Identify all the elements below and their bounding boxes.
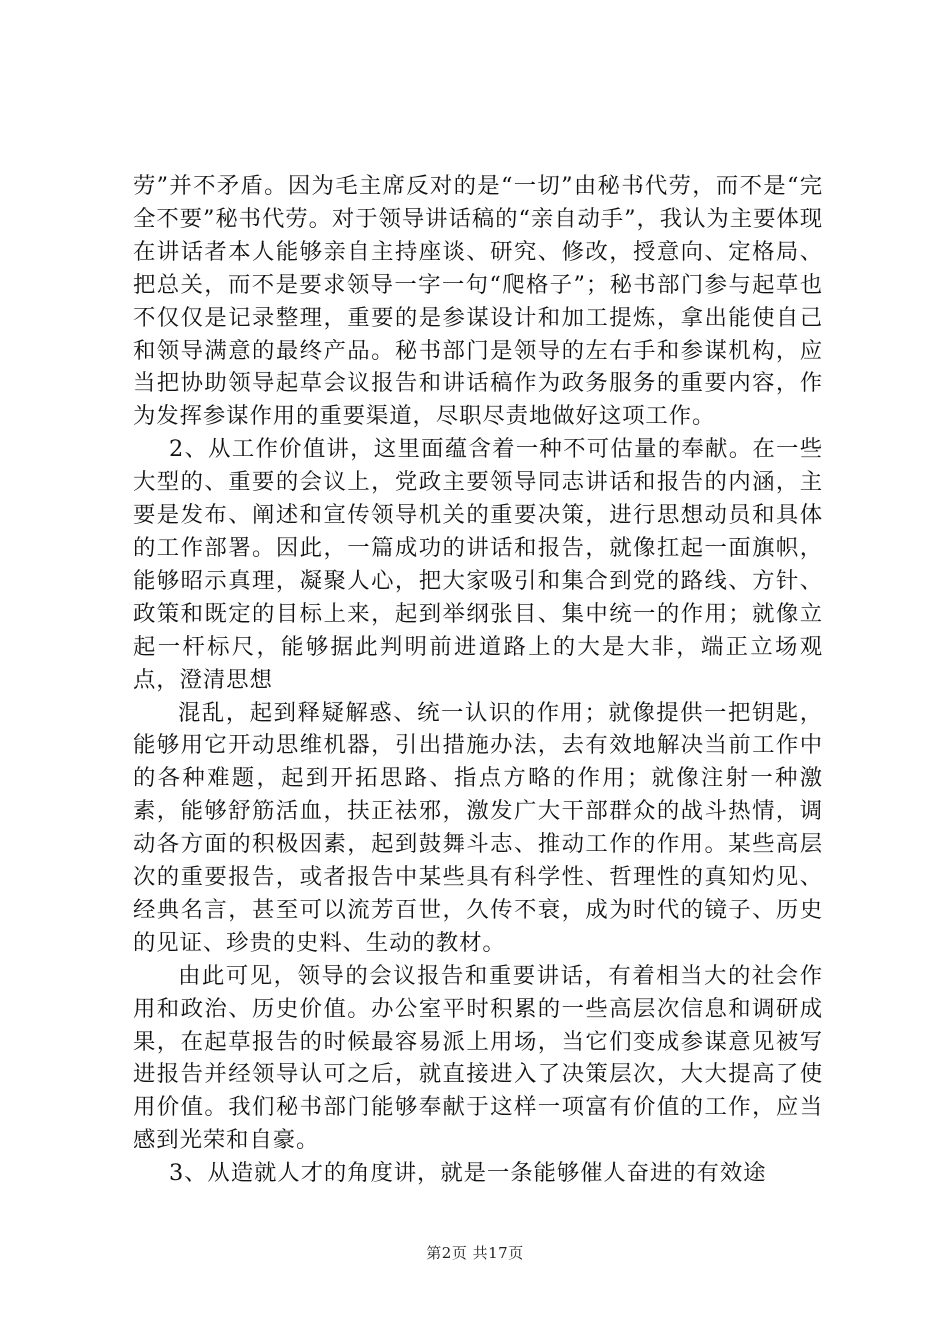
page-number-footer: 第2页 共17页 — [426, 1244, 524, 1262]
paragraph-2: 2、从工作价值讲，这里面蕴含着一种不可估量的奉献。在一些大型的、重要的会议上，党政主要领导同志讲话和报告的内涵，主要是发布、阐述和宣传领导机关的重要决策，进行思想动员和具体的工作部署。因此，一篇成功的讲话和报告，就像扛起一面旗帜，能够昭示真理，凝聚人心，把大家吸引和集合到党的路线、方针、政策和既定的目标上来，起到举纲张目、集中统一的作用；就像立起一杆标尺，能够据此判明前进道路上的大是大非，端正立场观点，澄清思想 — [133, 436, 823, 693]
document-body — [133, 170, 823, 1190]
paragraph-1: 劳”并不矛盾。因为毛主席反对的是“一切”由秘书代劳，而不是“完全不要”秘书代劳。对于领导讲话稿的“亲自动手”，我认为主要体现在讲话者本人能够亲自主持座谈、研究、修改，授意向、定格局、把总关，而不是要求领导一字一句“爬格子”；秘书部门参与起草也不仅仅是记录整理，重要的是参谋设计和加工提炼，拿出能使自己和领导满意的最终产品。秘书部门是领导的左右手和参谋机构，应当把协助领导起草会议报告和讲话稿作为政务服务的重要内容，作为发挥参谋作用的重要渠道，尽职尽责地做好这项工作。 — [133, 173, 823, 430]
paragraph-3: 混乱，起到释疑解惑、统一认识的作用；就像提供一把钥匙，能够用它开动思维机器，引出措施办法，去有效地解决当前工作中的各种难题，起到开拓思路、指点方略的作用；就像注射一种激素，能够舒筋活血，扶正祛邪，激发广大干部群众的战斗热情，调动各方面的积极因素，起到鼓舞斗志、推动工作的作用。某些高层次的重要报告，或者报告中某些具有科学性、哲理性的真知灼见、经典名言，甚至可以流芳百世，久传不衰，成为时代的镜子、历史的见证、珍贵的史料、生动的教材。 — [133, 699, 823, 956]
paragraph-4: 由此可见，领导的会议报告和重要讲话，有着相当大的社会作用和政治、历史价值。办公室平时积累的一些高层次信息和调研成果，在起草报告的时候最容易派上用场，当它们变成参谋意见被写进报告并经领导认可之后，就直接进入了决策层次，大大提高了使用价值。我们秘书部门能够奉献于这样一项富有价值的工作，应当感到光荣和自豪。 — [133, 962, 823, 1154]
paragraph-5: 3、从造就人才的角度讲，就是一条能够催人奋进的有效途 — [169, 1160, 767, 1187]
